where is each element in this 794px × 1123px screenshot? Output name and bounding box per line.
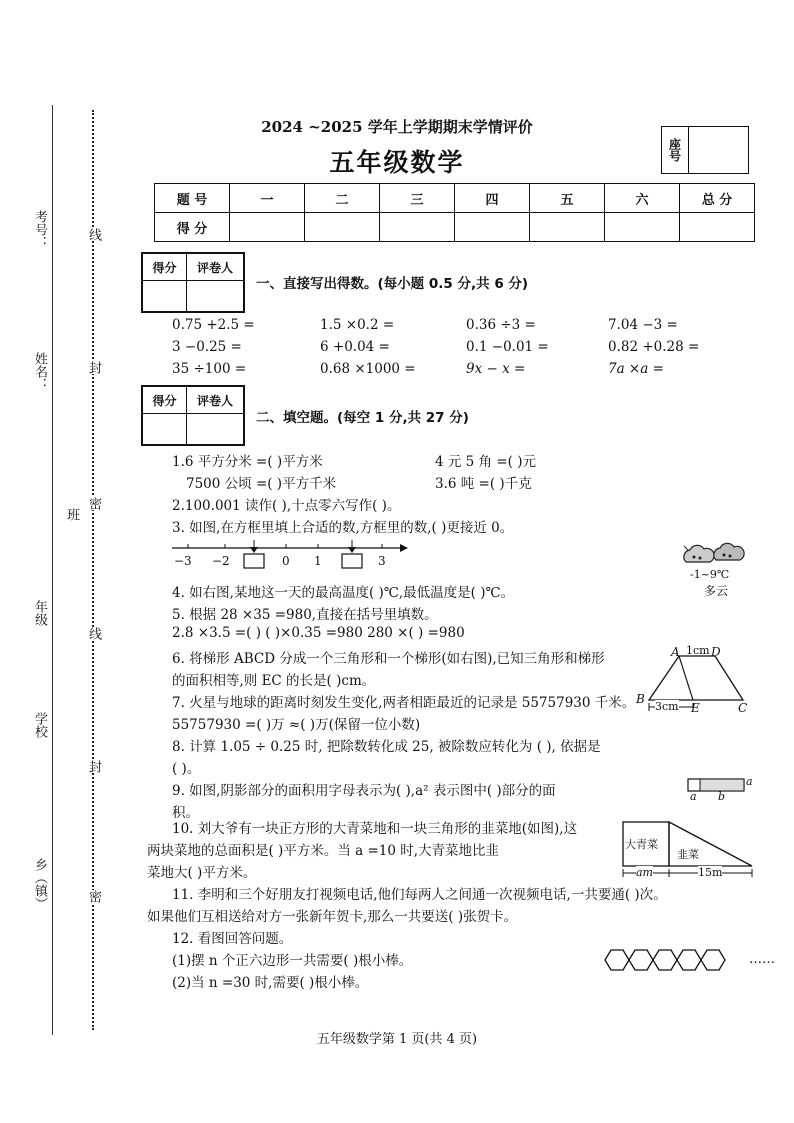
side-seal-xian1: 线 <box>86 228 101 241</box>
score-input-cell[interactable] <box>380 213 455 242</box>
number-line-answer-box[interactable] <box>244 554 264 568</box>
score-table-cell: 题 号 <box>155 184 230 213</box>
number-line-label: 3 <box>378 554 386 568</box>
calc-item: 0.68 ×1000 = <box>320 361 416 377</box>
calc-item: 35 ÷100 = <box>172 361 247 377</box>
score-input-cell[interactable] <box>530 213 605 242</box>
side-label-kaohao: 考号： <box>32 210 47 249</box>
grader-name-label: 评卷人 <box>187 387 243 414</box>
seat-number-label: 座号 <box>662 127 689 173</box>
question-1a: 1.6 平方分米 =( )平方米 <box>172 454 323 470</box>
question-10b: 两块菜地的总面积是( )平方米。当 a =10 时,大青菜地比韭 <box>147 843 500 859</box>
trapezoid-label-c: C <box>738 701 748 715</box>
question-12b: (2)当 n =30 时,需要( )根小棒。 <box>172 975 369 991</box>
question-2: 2.100.001 读作( ),十点零六写作( )。 <box>172 498 401 514</box>
calc-item: 1.5 ×0.2 = <box>320 317 395 333</box>
score-table-cell: 二 <box>305 184 380 213</box>
question-10a: 10. 刘大爷有一块正方形的大青菜地和一块三角形的韭菜地(如图),这 <box>172 821 578 837</box>
trapezoid-label-top: 1cm <box>686 644 710 657</box>
side-seal-xian2: 线 <box>86 627 101 640</box>
section1-heading: 一、直接写出得数。(每小题 0.5 分,共 6 分) <box>256 276 529 292</box>
grader-box-section1 <box>141 252 245 313</box>
weather-description: 多云 <box>704 584 729 598</box>
score-table-cell: 三 <box>380 184 455 213</box>
calc-item: 0.36 ÷3 = <box>466 317 536 333</box>
question-7a: 7. 火星与地球的距离时刻发生变化,两者相距最近的记录是 55757930 千米。 <box>172 695 636 711</box>
calc-item: 6 +0.04 = <box>320 339 390 355</box>
question-12: 12. 看图回答问题。 <box>172 931 293 947</box>
score-input-cell[interactable] <box>605 213 680 242</box>
hexagon-ellipsis: …… <box>749 952 775 967</box>
trapezoid-label-bottom: 3cm <box>655 700 679 713</box>
score-table-cell: 得 分 <box>155 213 230 242</box>
question-5b: 2.8 ×3.5 =( ) ( )×0.35 =980 280 ×( ) =980 <box>172 625 465 641</box>
binding-line-left <box>52 105 53 1035</box>
calc-item: 3 −0.25 = <box>172 339 242 355</box>
side-seal-feng1: 封 <box>86 361 101 374</box>
q10-label-cabbage: 大青菜 <box>625 838 658 851</box>
cloudy-icon <box>680 538 750 568</box>
grader-name-input[interactable] <box>187 414 243 444</box>
score-input-cell[interactable] <box>680 213 755 242</box>
question-11b: 如果他们互相送给对方一张新年贺卡,那么一共要送( )张贺卡。 <box>147 909 518 925</box>
score-input-cell[interactable] <box>305 213 380 242</box>
question-9a: 9. 如图,阴影部分的面积用字母表示为( ),a² 表示图中( )部分的面 <box>172 783 556 799</box>
question-4: 4. 如右图,某地这一天的最高温度( )℃,最低温度是( )℃。 <box>172 585 515 601</box>
grader-name-input[interactable] <box>187 281 243 311</box>
q10-label-am: am <box>636 866 653 879</box>
trapezoid-label-a: A <box>671 645 680 659</box>
trapezoid-label-d: D <box>711 645 721 659</box>
grader-score-label: 得分 <box>143 387 187 414</box>
side-label-ban: 班 <box>64 508 79 521</box>
side-label-xuexiao: 学校 <box>32 712 47 738</box>
number-line-label: −2 <box>212 554 230 568</box>
question-9b: 积。 <box>172 805 199 821</box>
side-label-nianji: 年级 <box>32 600 47 626</box>
grader-score-input[interactable] <box>143 281 187 311</box>
number-line-label: 1 <box>314 554 322 568</box>
grader-score-label: 得分 <box>143 254 187 281</box>
calc-item: 0.82 +0.28 = <box>608 339 700 355</box>
trapezoid-label-e: E <box>691 701 700 715</box>
side-label-xiang: 乡（镇） <box>32 858 47 910</box>
side-seal-mi2: 密 <box>86 890 101 903</box>
weather-temperature: -1~9℃ <box>690 568 730 581</box>
q10-figure <box>622 818 757 882</box>
calc-item: 7a ×a = <box>608 361 664 377</box>
q10-label-15m: 15m <box>698 866 723 879</box>
q9-label-a-side: a <box>746 775 753 788</box>
question-10c: 菜地大( )平方米。 <box>147 865 257 881</box>
number-line-label: −3 <box>174 554 192 568</box>
section2-heading: 二、填空题。(每空 1 分,共 27 分) <box>256 410 469 426</box>
weather-figure <box>680 538 750 598</box>
grader-score-input[interactable] <box>143 414 187 444</box>
score-table-cell: 六 <box>605 184 680 213</box>
hexagon-chain-graphic <box>603 946 753 976</box>
calc-item: 0.75 +2.5 = <box>172 317 255 333</box>
calc-item: 7.04 −3 = <box>608 317 678 333</box>
trapezoid-label-b: B <box>636 692 645 706</box>
question-8a: 8. 计算 1.05 ÷ 0.25 时, 把除数转化成 25, 被除数应转化为 ( ), 依据是 <box>172 739 601 755</box>
exam-subject-title: 五年级数学 <box>329 148 465 177</box>
question-12a: (1)摆 n 个正六边形一共需要( )根小棒。 <box>172 953 413 969</box>
number-line-graphic <box>170 540 410 572</box>
hexagon-chain-figure <box>603 946 778 976</box>
grader-name-label: 评卷人 <box>187 254 243 281</box>
score-table-cell: 总 分 <box>680 184 755 213</box>
page-footer: 五年级数学第 1 页(共 4 页) <box>316 1032 478 1047</box>
question-11a: 11. 李明和三个好朋友打视频电话,他们每两人之间通一次视频电话,一共要通( )次。 <box>172 887 667 903</box>
score-table-header-row <box>155 184 755 213</box>
number-line <box>170 540 410 572</box>
q9-figure <box>686 776 756 804</box>
question-8b: ( )。 <box>172 761 201 777</box>
score-table <box>154 183 755 242</box>
grader-box-section2 <box>141 385 245 446</box>
side-seal-mi1: 密 <box>86 497 101 510</box>
calc-item: 0.1 −0.01 = <box>466 339 549 355</box>
question-5: 5. 根据 28 ×35 =980,直接在括号里填数。 <box>172 607 438 623</box>
q9-label-b-bottom: b <box>718 790 726 803</box>
score-table-cell: 四 <box>455 184 530 213</box>
exam-title: 2024 ~2025 学年上学期期末学情评价 <box>261 118 533 136</box>
question-3: 3. 如图,在方框里填上合适的数,方框里的数,( )更接近 0。 <box>172 520 514 536</box>
q10-label-leek: 韭菜 <box>677 848 699 861</box>
seat-number-box <box>661 126 749 174</box>
question-7b: 55757930 =( )万 ≈( )万(保留一位小数) <box>172 717 421 733</box>
number-line-answer-box[interactable] <box>342 554 362 568</box>
question-6b: 的面积相等,则 EC 的长是( )cm。 <box>172 673 376 689</box>
side-label-xingming: 姓名： <box>32 352 47 391</box>
side-seal-feng2: 封 <box>86 760 101 773</box>
score-input-cell[interactable] <box>455 213 530 242</box>
question-6a: 6. 将梯形 ABCD 分成一个三角形和一个梯形(如右图),已知三角形和梯形 <box>172 651 605 667</box>
question-1b: 4 元 5 角 =( )元 <box>435 454 536 470</box>
calc-item: 9x − x = <box>466 361 526 377</box>
question-1c: 7500 公顷 =( )平方千米 <box>186 476 337 492</box>
trapezoid-figure <box>633 644 753 714</box>
number-line-label: 0 <box>282 554 290 568</box>
question-1d: 3.6 吨 =( )千克 <box>435 476 532 492</box>
score-table-cell: 五 <box>530 184 605 213</box>
q9-label-a-bottom: a <box>690 790 697 803</box>
score-input-cell[interactable] <box>230 213 305 242</box>
score-table-cell: 一 <box>230 184 305 213</box>
score-table-score-row <box>155 213 755 242</box>
